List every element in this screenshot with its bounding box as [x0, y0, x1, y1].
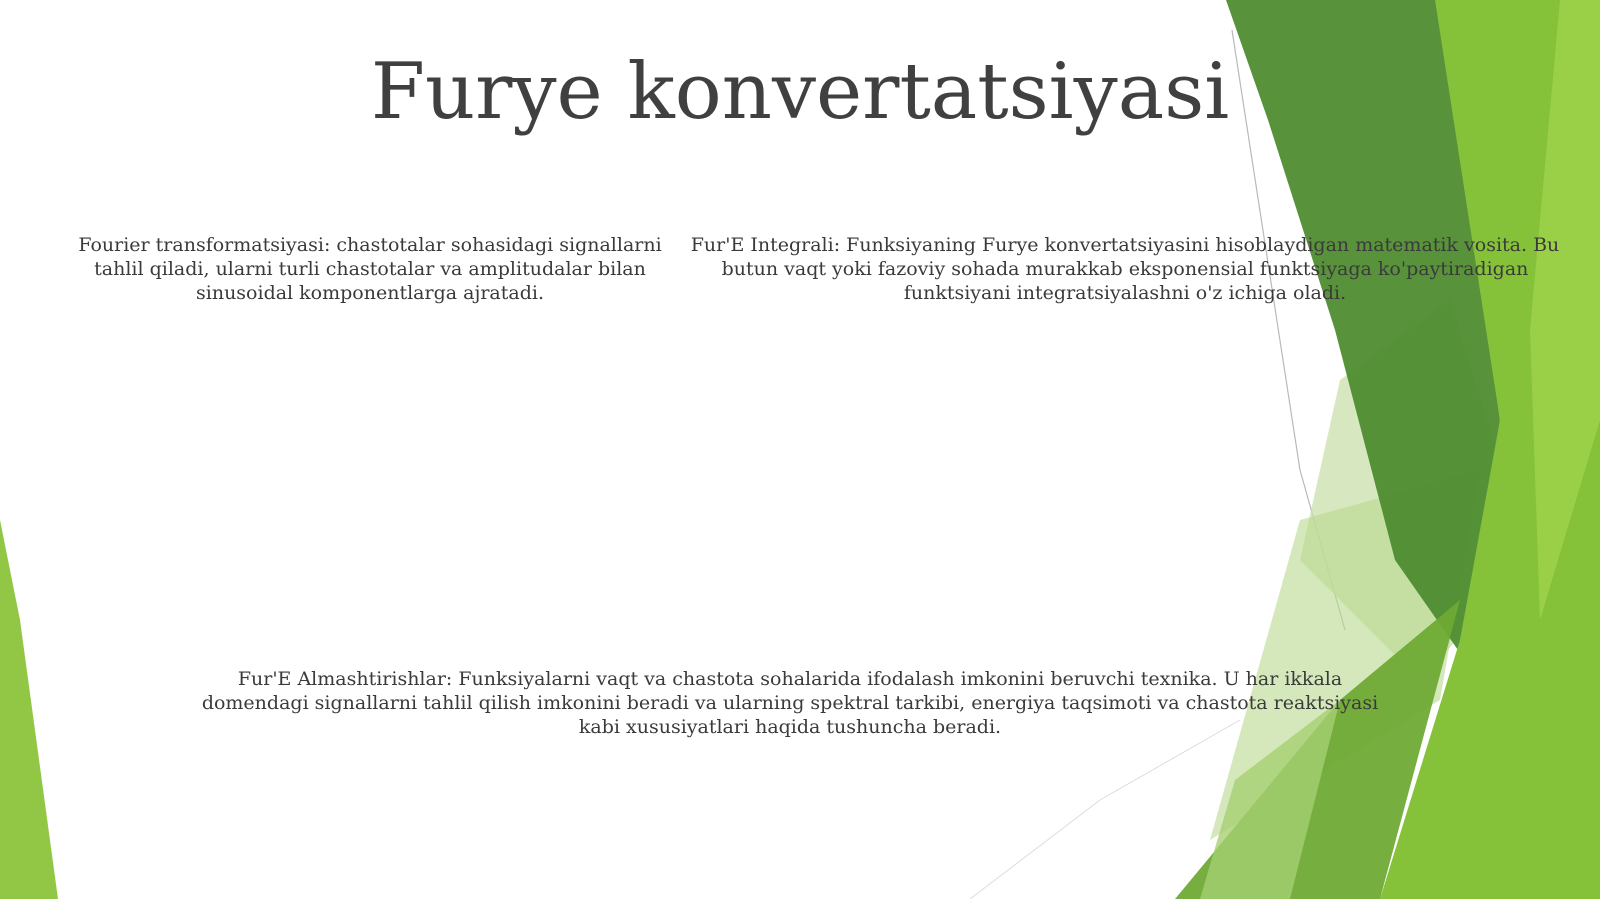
text-block-fourier-transformations: Fur'E Almashtirishlar: Funksiyalarni vaqt va chastota sohalarida ifodalash imkonini beruvchi texnika. U har ikkala domendagi signallarni tahlil qilish imkonini beradi va ularning spektral tarkibi, energiya taqsimoti va chastota reaktsiyasi kabi xususiyatlari haqida tushuncha beradi. — [201, 668, 1379, 738]
text-block-fourier-transform: Fourier transformatsiyasi: chastotalar sohasidagi signallarni tahlil qiladi, ularni turli chastotalar va amplitudalar bilan sinusoidal komponentlarga ajratadi. — [78, 234, 662, 304]
left-green-sliver — [0, 520, 58, 899]
slide-title: Furye konvertatsiyasi — [370, 47, 1230, 137]
text-block-fourier-integral: Fur'E Integrali: Funksiyaning Furye konvertatsiyasini hisoblaydigan matematik vosita. Bu butun vaqt yoki fazoviy sohada murakkab eksponensial funktsiyaga ko'paytiradigan funktsiyani integratsiyalashni o'z ichiga oladi. — [690, 234, 1560, 304]
